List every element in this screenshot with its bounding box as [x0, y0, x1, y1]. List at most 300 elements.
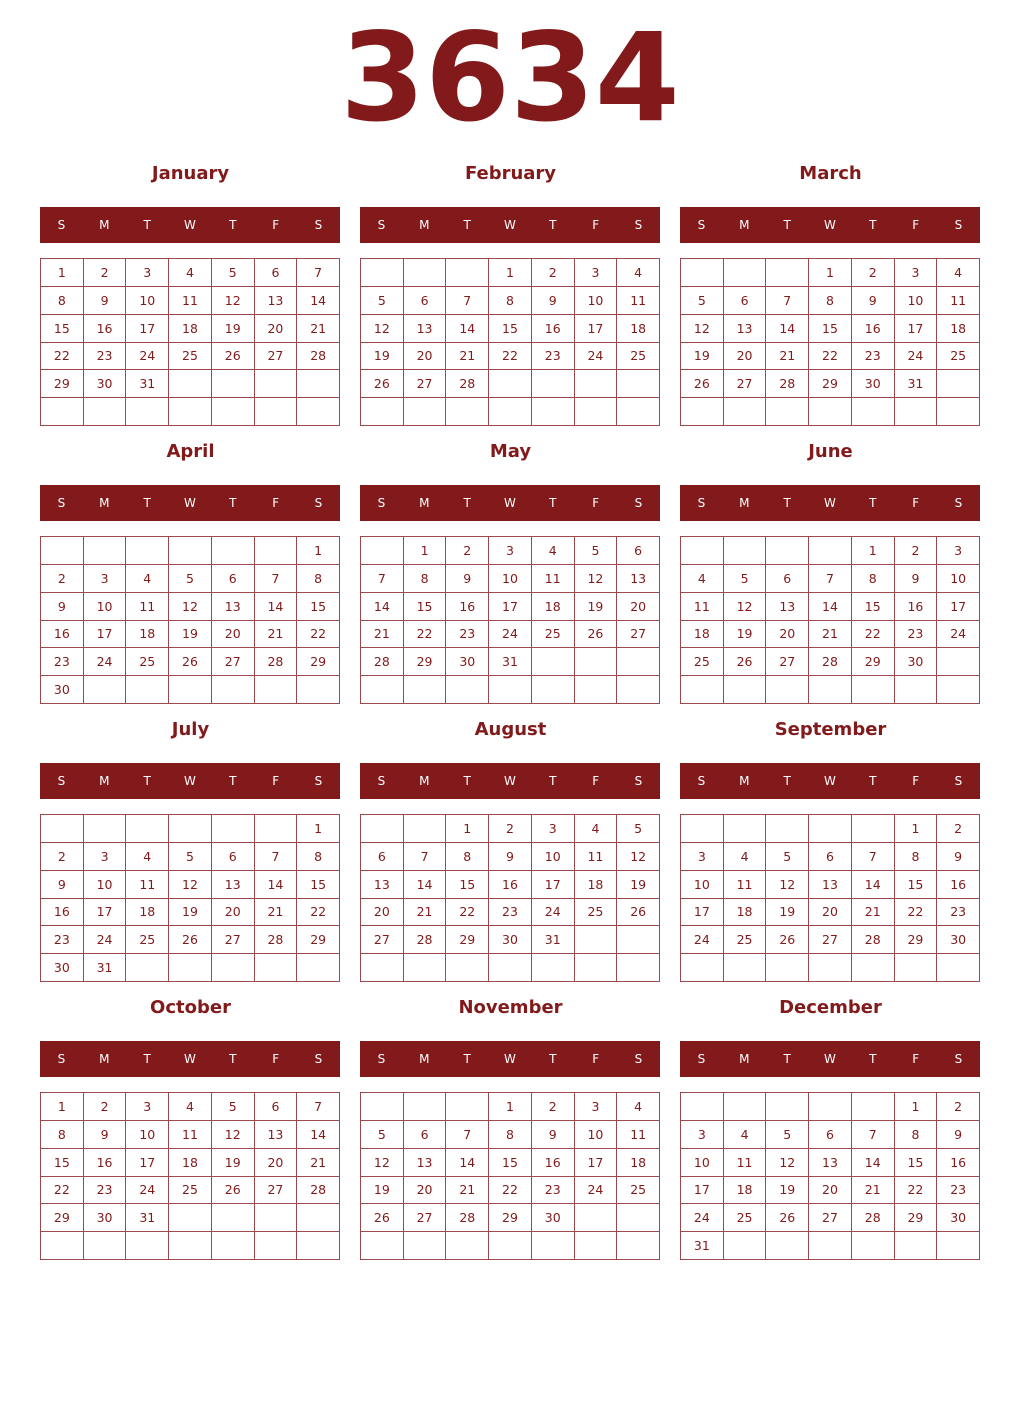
day-cell[interactable]: 21 [404, 899, 447, 927]
day-cell[interactable]: 1 [489, 1093, 532, 1121]
day-cell[interactable]: 2 [532, 1093, 575, 1121]
day-cell[interactable]: 5 [617, 815, 660, 843]
day-cell[interactable]: 16 [41, 899, 84, 927]
day-cell[interactable]: 19 [361, 1177, 404, 1205]
day-cell[interactable]: 27 [617, 621, 660, 649]
day-cell[interactable]: 13 [404, 1149, 447, 1177]
day-cell[interactable]: 4 [169, 259, 212, 287]
day-cell[interactable]: 23 [446, 621, 489, 649]
day-cell[interactable]: 22 [41, 1177, 84, 1205]
day-cell[interactable]: 19 [617, 871, 660, 899]
day-cell[interactable]: 3 [532, 815, 575, 843]
day-cell[interactable]: 11 [681, 593, 724, 621]
day-cell[interactable]: 7 [255, 565, 298, 593]
day-cell[interactable]: 23 [41, 648, 84, 676]
day-cell[interactable]: 30 [489, 926, 532, 954]
day-cell[interactable]: 29 [895, 1204, 938, 1232]
day-cell[interactable]: 11 [532, 565, 575, 593]
day-cell[interactable]: 14 [404, 871, 447, 899]
day-cell[interactable]: 9 [84, 1121, 127, 1149]
day-cell[interactable]: 26 [361, 370, 404, 398]
day-cell[interactable]: 11 [617, 1121, 660, 1149]
day-cell[interactable]: 31 [84, 954, 127, 982]
day-cell[interactable]: 9 [41, 593, 84, 621]
day-cell[interactable]: 18 [724, 1177, 767, 1205]
day-cell[interactable]: 11 [169, 287, 212, 315]
day-cell[interactable]: 5 [212, 1093, 255, 1121]
day-cell[interactable]: 15 [489, 315, 532, 343]
day-cell[interactable]: 19 [575, 593, 618, 621]
day-cell[interactable]: 25 [724, 1204, 767, 1232]
day-cell[interactable]: 10 [532, 843, 575, 871]
day-cell[interactable]: 23 [532, 343, 575, 371]
day-cell[interactable]: 20 [617, 593, 660, 621]
day-cell[interactable]: 14 [255, 593, 298, 621]
day-cell[interactable]: 17 [84, 621, 127, 649]
day-cell[interactable]: 15 [895, 1149, 938, 1177]
day-cell[interactable]: 27 [404, 1204, 447, 1232]
day-cell[interactable]: 21 [852, 899, 895, 927]
day-cell[interactable]: 17 [126, 315, 169, 343]
day-cell[interactable]: 3 [681, 843, 724, 871]
day-cell[interactable]: 18 [126, 899, 169, 927]
day-cell[interactable]: 9 [895, 565, 938, 593]
day-cell[interactable]: 13 [404, 315, 447, 343]
day-cell[interactable]: 25 [532, 621, 575, 649]
day-cell[interactable]: 13 [766, 593, 809, 621]
day-cell[interactable]: 24 [489, 621, 532, 649]
day-cell[interactable]: 10 [681, 1149, 724, 1177]
day-cell[interactable]: 30 [895, 648, 938, 676]
day-cell[interactable]: 22 [41, 343, 84, 371]
day-cell[interactable]: 28 [255, 648, 298, 676]
day-cell[interactable]: 28 [297, 343, 340, 371]
day-cell[interactable]: 26 [617, 899, 660, 927]
day-cell[interactable]: 8 [489, 287, 532, 315]
day-cell[interactable]: 26 [361, 1204, 404, 1232]
day-cell[interactable]: 17 [489, 593, 532, 621]
day-cell[interactable]: 25 [169, 1177, 212, 1205]
day-cell[interactable]: 16 [937, 871, 980, 899]
day-cell[interactable]: 22 [446, 899, 489, 927]
day-cell[interactable]: 20 [809, 1177, 852, 1205]
day-cell[interactable]: 21 [297, 315, 340, 343]
day-cell[interactable]: 25 [126, 926, 169, 954]
day-cell[interactable]: 5 [361, 287, 404, 315]
day-cell[interactable]: 29 [809, 370, 852, 398]
day-cell[interactable]: 7 [446, 1121, 489, 1149]
day-cell[interactable]: 24 [126, 1177, 169, 1205]
day-cell[interactable]: 12 [575, 565, 618, 593]
day-cell[interactable]: 8 [489, 1121, 532, 1149]
day-cell[interactable]: 3 [84, 843, 127, 871]
day-cell[interactable]: 16 [937, 1149, 980, 1177]
day-cell[interactable]: 31 [532, 926, 575, 954]
day-cell[interactable]: 24 [575, 343, 618, 371]
day-cell[interactable]: 23 [937, 1177, 980, 1205]
day-cell[interactable]: 4 [617, 259, 660, 287]
day-cell[interactable]: 4 [575, 815, 618, 843]
day-cell[interactable]: 5 [575, 537, 618, 565]
day-cell[interactable]: 12 [169, 593, 212, 621]
day-cell[interactable]: 1 [297, 537, 340, 565]
day-cell[interactable]: 14 [446, 1149, 489, 1177]
day-cell[interactable]: 20 [212, 621, 255, 649]
day-cell[interactable]: 5 [724, 565, 767, 593]
day-cell[interactable]: 16 [446, 593, 489, 621]
day-cell[interactable]: 27 [361, 926, 404, 954]
day-cell[interactable]: 11 [724, 871, 767, 899]
day-cell[interactable]: 4 [126, 843, 169, 871]
day-cell[interactable]: 17 [575, 1149, 618, 1177]
day-cell[interactable]: 17 [937, 593, 980, 621]
day-cell[interactable]: 26 [766, 1204, 809, 1232]
day-cell[interactable]: 12 [361, 315, 404, 343]
day-cell[interactable]: 26 [681, 370, 724, 398]
day-cell[interactable]: 23 [84, 1177, 127, 1205]
day-cell[interactable]: 13 [617, 565, 660, 593]
day-cell[interactable]: 9 [532, 1121, 575, 1149]
day-cell[interactable]: 7 [446, 287, 489, 315]
day-cell[interactable]: 26 [212, 343, 255, 371]
day-cell[interactable]: 7 [255, 843, 298, 871]
day-cell[interactable]: 2 [852, 259, 895, 287]
day-cell[interactable]: 23 [84, 343, 127, 371]
day-cell[interactable]: 2 [895, 537, 938, 565]
day-cell[interactable]: 29 [895, 926, 938, 954]
day-cell[interactable]: 12 [724, 593, 767, 621]
day-cell[interactable]: 18 [681, 621, 724, 649]
day-cell[interactable]: 14 [297, 287, 340, 315]
day-cell[interactable]: 29 [297, 648, 340, 676]
day-cell[interactable]: 23 [489, 899, 532, 927]
day-cell[interactable]: 15 [489, 1149, 532, 1177]
day-cell[interactable]: 20 [766, 621, 809, 649]
day-cell[interactable]: 26 [212, 1177, 255, 1205]
day-cell[interactable]: 4 [937, 259, 980, 287]
day-cell[interactable]: 7 [361, 565, 404, 593]
day-cell[interactable]: 11 [724, 1149, 767, 1177]
day-cell[interactable]: 3 [575, 259, 618, 287]
day-cell[interactable]: 15 [404, 593, 447, 621]
day-cell[interactable]: 2 [446, 537, 489, 565]
day-cell[interactable]: 29 [489, 1204, 532, 1232]
day-cell[interactable]: 6 [724, 287, 767, 315]
day-cell[interactable]: 19 [724, 621, 767, 649]
day-cell[interactable]: 30 [852, 370, 895, 398]
day-cell[interactable]: 12 [169, 871, 212, 899]
day-cell[interactable]: 6 [809, 843, 852, 871]
day-cell[interactable]: 6 [361, 843, 404, 871]
day-cell[interactable]: 18 [724, 899, 767, 927]
day-cell[interactable]: 16 [895, 593, 938, 621]
day-cell[interactable]: 5 [766, 843, 809, 871]
day-cell[interactable]: 16 [532, 1149, 575, 1177]
day-cell[interactable]: 14 [766, 315, 809, 343]
day-cell[interactable]: 28 [446, 1204, 489, 1232]
day-cell[interactable]: 29 [852, 648, 895, 676]
day-cell[interactable]: 16 [84, 315, 127, 343]
day-cell[interactable]: 1 [489, 259, 532, 287]
day-cell[interactable]: 13 [212, 593, 255, 621]
day-cell[interactable]: 21 [255, 899, 298, 927]
day-cell[interactable]: 20 [361, 899, 404, 927]
day-cell[interactable]: 20 [255, 1149, 298, 1177]
day-cell[interactable]: 27 [809, 1204, 852, 1232]
day-cell[interactable]: 9 [937, 1121, 980, 1149]
day-cell[interactable]: 25 [617, 1177, 660, 1205]
day-cell[interactable]: 3 [126, 1093, 169, 1121]
day-cell[interactable]: 5 [361, 1121, 404, 1149]
day-cell[interactable]: 23 [895, 621, 938, 649]
day-cell[interactable]: 4 [126, 565, 169, 593]
day-cell[interactable]: 17 [575, 315, 618, 343]
day-cell[interactable]: 25 [681, 648, 724, 676]
day-cell[interactable]: 20 [255, 315, 298, 343]
day-cell[interactable]: 30 [532, 1204, 575, 1232]
day-cell[interactable]: 28 [809, 648, 852, 676]
day-cell[interactable]: 2 [937, 1093, 980, 1121]
day-cell[interactable]: 19 [361, 343, 404, 371]
day-cell[interactable]: 12 [766, 871, 809, 899]
day-cell[interactable]: 7 [297, 1093, 340, 1121]
day-cell[interactable]: 31 [895, 370, 938, 398]
day-cell[interactable]: 21 [809, 621, 852, 649]
day-cell[interactable]: 30 [937, 1204, 980, 1232]
day-cell[interactable]: 18 [617, 315, 660, 343]
day-cell[interactable]: 13 [724, 315, 767, 343]
day-cell[interactable]: 3 [126, 259, 169, 287]
day-cell[interactable]: 16 [84, 1149, 127, 1177]
day-cell[interactable]: 3 [84, 565, 127, 593]
day-cell[interactable]: 25 [617, 343, 660, 371]
day-cell[interactable]: 21 [255, 621, 298, 649]
day-cell[interactable]: 15 [852, 593, 895, 621]
day-cell[interactable]: 8 [41, 287, 84, 315]
day-cell[interactable]: 6 [766, 565, 809, 593]
day-cell[interactable]: 7 [852, 843, 895, 871]
day-cell[interactable]: 21 [361, 621, 404, 649]
day-cell[interactable]: 7 [852, 1121, 895, 1149]
day-cell[interactable]: 2 [489, 815, 532, 843]
day-cell[interactable]: 28 [852, 926, 895, 954]
day-cell[interactable]: 24 [84, 648, 127, 676]
day-cell[interactable]: 8 [297, 565, 340, 593]
day-cell[interactable]: 8 [852, 565, 895, 593]
day-cell[interactable]: 10 [126, 287, 169, 315]
day-cell[interactable]: 29 [446, 926, 489, 954]
day-cell[interactable]: 24 [681, 1204, 724, 1232]
day-cell[interactable]: 4 [617, 1093, 660, 1121]
day-cell[interactable]: 24 [681, 926, 724, 954]
day-cell[interactable]: 13 [809, 871, 852, 899]
day-cell[interactable]: 12 [361, 1149, 404, 1177]
day-cell[interactable]: 13 [212, 871, 255, 899]
day-cell[interactable]: 19 [766, 899, 809, 927]
day-cell[interactable]: 6 [404, 287, 447, 315]
day-cell[interactable]: 20 [212, 899, 255, 927]
day-cell[interactable]: 10 [937, 565, 980, 593]
day-cell[interactable]: 15 [41, 315, 84, 343]
day-cell[interactable]: 31 [681, 1232, 724, 1260]
day-cell[interactable]: 7 [404, 843, 447, 871]
day-cell[interactable]: 22 [895, 899, 938, 927]
day-cell[interactable]: 31 [126, 370, 169, 398]
day-cell[interactable]: 8 [41, 1121, 84, 1149]
day-cell[interactable]: 29 [404, 648, 447, 676]
day-cell[interactable]: 19 [212, 1149, 255, 1177]
day-cell[interactable]: 21 [446, 1177, 489, 1205]
day-cell[interactable]: 17 [895, 315, 938, 343]
day-cell[interactable]: 2 [84, 259, 127, 287]
day-cell[interactable]: 20 [404, 343, 447, 371]
day-cell[interactable]: 22 [297, 621, 340, 649]
day-cell[interactable]: 6 [212, 843, 255, 871]
day-cell[interactable]: 3 [575, 1093, 618, 1121]
day-cell[interactable]: 11 [126, 593, 169, 621]
day-cell[interactable]: 8 [446, 843, 489, 871]
day-cell[interactable]: 12 [617, 843, 660, 871]
day-cell[interactable]: 1 [895, 1093, 938, 1121]
day-cell[interactable]: 3 [937, 537, 980, 565]
day-cell[interactable]: 22 [297, 899, 340, 927]
day-cell[interactable]: 26 [169, 648, 212, 676]
day-cell[interactable]: 1 [41, 259, 84, 287]
day-cell[interactable]: 13 [255, 287, 298, 315]
day-cell[interactable]: 29 [297, 926, 340, 954]
day-cell[interactable]: 18 [169, 315, 212, 343]
day-cell[interactable]: 4 [169, 1093, 212, 1121]
day-cell[interactable]: 17 [84, 899, 127, 927]
day-cell[interactable]: 18 [169, 1149, 212, 1177]
day-cell[interactable]: 10 [575, 1121, 618, 1149]
day-cell[interactable]: 28 [297, 1177, 340, 1205]
day-cell[interactable]: 8 [404, 565, 447, 593]
day-cell[interactable]: 20 [404, 1177, 447, 1205]
day-cell[interactable]: 27 [212, 648, 255, 676]
day-cell[interactable]: 19 [766, 1177, 809, 1205]
day-cell[interactable]: 14 [446, 315, 489, 343]
day-cell[interactable]: 14 [297, 1121, 340, 1149]
day-cell[interactable]: 1 [446, 815, 489, 843]
day-cell[interactable]: 17 [532, 871, 575, 899]
day-cell[interactable]: 4 [681, 565, 724, 593]
day-cell[interactable]: 6 [255, 1093, 298, 1121]
day-cell[interactable]: 16 [489, 871, 532, 899]
day-cell[interactable]: 5 [169, 565, 212, 593]
day-cell[interactable]: 22 [404, 621, 447, 649]
day-cell[interactable]: 28 [446, 370, 489, 398]
day-cell[interactable]: 30 [84, 370, 127, 398]
day-cell[interactable]: 28 [361, 648, 404, 676]
day-cell[interactable]: 7 [297, 259, 340, 287]
day-cell[interactable]: 19 [169, 621, 212, 649]
day-cell[interactable]: 1 [404, 537, 447, 565]
day-cell[interactable]: 30 [446, 648, 489, 676]
day-cell[interactable]: 1 [809, 259, 852, 287]
day-cell[interactable]: 12 [766, 1149, 809, 1177]
day-cell[interactable]: 27 [724, 370, 767, 398]
day-cell[interactable]: 2 [937, 815, 980, 843]
day-cell[interactable]: 1 [297, 815, 340, 843]
day-cell[interactable]: 2 [41, 843, 84, 871]
day-cell[interactable]: 15 [895, 871, 938, 899]
day-cell[interactable]: 19 [212, 315, 255, 343]
day-cell[interactable]: 10 [489, 565, 532, 593]
day-cell[interactable]: 24 [937, 621, 980, 649]
day-cell[interactable]: 6 [212, 565, 255, 593]
day-cell[interactable]: 24 [126, 343, 169, 371]
day-cell[interactable]: 13 [809, 1149, 852, 1177]
day-cell[interactable]: 11 [937, 287, 980, 315]
day-cell[interactable]: 20 [809, 899, 852, 927]
day-cell[interactable]: 27 [809, 926, 852, 954]
day-cell[interactable]: 24 [532, 899, 575, 927]
day-cell[interactable]: 16 [852, 315, 895, 343]
day-cell[interactable]: 18 [937, 315, 980, 343]
day-cell[interactable]: 21 [852, 1177, 895, 1205]
day-cell[interactable]: 27 [766, 648, 809, 676]
day-cell[interactable]: 29 [41, 370, 84, 398]
day-cell[interactable]: 6 [404, 1121, 447, 1149]
day-cell[interactable]: 3 [489, 537, 532, 565]
day-cell[interactable]: 11 [169, 1121, 212, 1149]
day-cell[interactable]: 25 [169, 343, 212, 371]
day-cell[interactable]: 2 [84, 1093, 127, 1121]
day-cell[interactable]: 6 [809, 1121, 852, 1149]
day-cell[interactable]: 19 [169, 899, 212, 927]
day-cell[interactable]: 21 [297, 1149, 340, 1177]
day-cell[interactable]: 2 [41, 565, 84, 593]
day-cell[interactable]: 30 [937, 926, 980, 954]
day-cell[interactable]: 30 [41, 676, 84, 704]
day-cell[interactable]: 9 [532, 287, 575, 315]
day-cell[interactable]: 12 [212, 1121, 255, 1149]
day-cell[interactable]: 24 [895, 343, 938, 371]
day-cell[interactable]: 29 [41, 1204, 84, 1232]
day-cell[interactable]: 25 [937, 343, 980, 371]
day-cell[interactable]: 8 [297, 843, 340, 871]
day-cell[interactable]: 3 [681, 1121, 724, 1149]
day-cell[interactable]: 27 [404, 370, 447, 398]
day-cell[interactable]: 8 [895, 1121, 938, 1149]
day-cell[interactable]: 26 [169, 926, 212, 954]
day-cell[interactable]: 7 [809, 565, 852, 593]
day-cell[interactable]: 30 [84, 1204, 127, 1232]
day-cell[interactable]: 23 [532, 1177, 575, 1205]
day-cell[interactable]: 12 [681, 315, 724, 343]
day-cell[interactable]: 5 [681, 287, 724, 315]
day-cell[interactable]: 15 [446, 871, 489, 899]
day-cell[interactable]: 15 [809, 315, 852, 343]
day-cell[interactable]: 27 [212, 926, 255, 954]
day-cell[interactable]: 8 [895, 843, 938, 871]
day-cell[interactable]: 8 [809, 287, 852, 315]
day-cell[interactable]: 17 [681, 1177, 724, 1205]
day-cell[interactable]: 15 [297, 593, 340, 621]
day-cell[interactable]: 14 [852, 871, 895, 899]
day-cell[interactable]: 14 [361, 593, 404, 621]
day-cell[interactable]: 10 [575, 287, 618, 315]
day-cell[interactable]: 31 [126, 1204, 169, 1232]
day-cell[interactable]: 13 [255, 1121, 298, 1149]
day-cell[interactable]: 10 [126, 1121, 169, 1149]
day-cell[interactable]: 30 [41, 954, 84, 982]
day-cell[interactable]: 14 [852, 1149, 895, 1177]
day-cell[interactable]: 7 [766, 287, 809, 315]
day-cell[interactable]: 10 [681, 871, 724, 899]
day-cell[interactable]: 9 [41, 871, 84, 899]
